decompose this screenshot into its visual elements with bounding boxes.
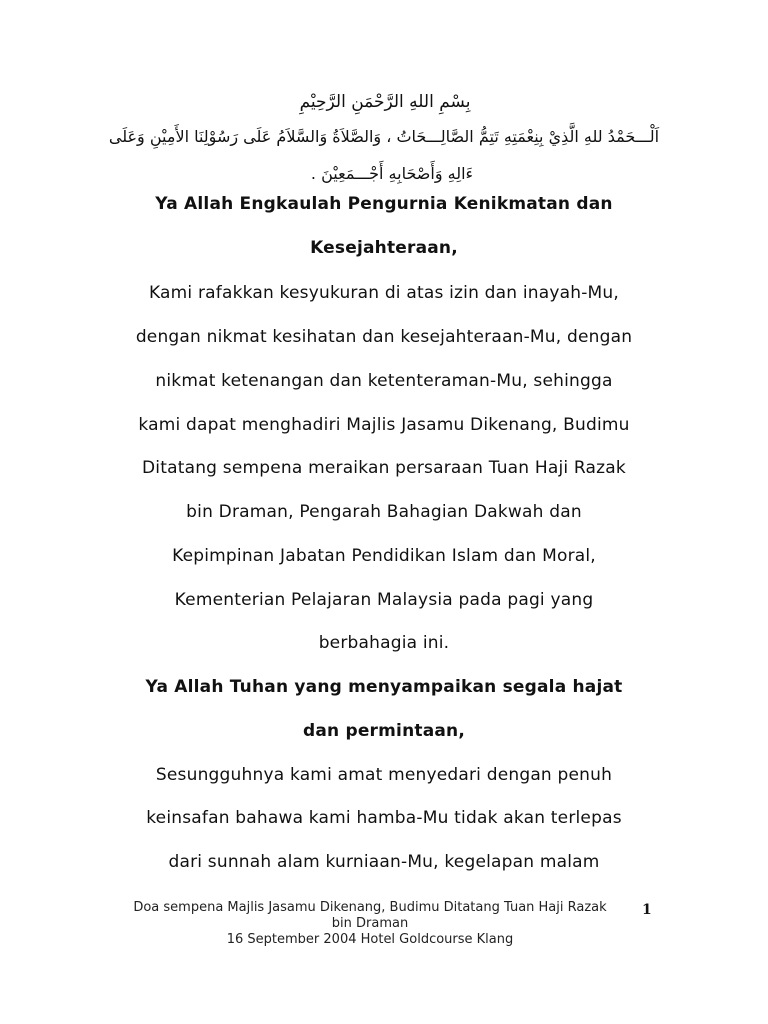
body-line: Kami rafakkan kesyukuran di atas izin dan inayah-Mu,: [149, 283, 619, 303]
body-line: keinsafan bahawa kami hamba-Mu tidak akan terlepas: [146, 808, 622, 828]
body-line: Ya Allah Engkaulah Pengurnia Kenikmatan dan: [155, 194, 613, 214]
arabic-opening-line: اَلْـــحَمْدُ للهِ الَّذِيْ بِنِعْمَتِهِ تَتِمُّ الصَّالِـــحَاتُ ، وَالصَّلاَةُ وَالسَّلاَمُ عَلَى رَسُوْلِنَا الأَمِيْنِ وَعَلَى: [108, 127, 660, 146]
body-line: nikmat ketenangan dan ketenteraman-Mu, sehingga: [155, 371, 613, 391]
body-line: Ya Allah Tuhan yang menyampaikan segala hajat: [145, 677, 623, 697]
body-line: dan permintaan,: [302, 721, 466, 741]
body-line: Kementerian Pelajaran Malaysia pada pagi yang: [174, 590, 594, 610]
footer-title: Doa sempena Majlis Jasamu Dikenang, Budimu Ditatang Tuan Haji Razak: [133, 900, 607, 915]
body-line: kami dapat menghadiri Majlis Jasamu Dikenang, Budimu: [138, 415, 630, 435]
body-line: Kesejahteraan,: [310, 238, 458, 258]
footer-name: bin Draman: [331, 916, 409, 931]
body-line: dari sunnah alam kurniaan-Mu, kegelapan malam: [168, 852, 600, 872]
arabic-closing-line: ءَالِهِ وَأَصْحَابِهِ أَجْـــمَعِيْنَ .: [310, 164, 474, 183]
body-line: Sesungguhnya kami amat menyedari dengan penuh: [155, 765, 613, 785]
page-number: 1: [642, 902, 652, 918]
body-line: dengan nikmat kesihatan dan kesejahteraan-Mu, dengan: [135, 327, 633, 347]
body-line: bin Draman, Pengarah Bahagian Dakwah dan: [186, 502, 582, 522]
arabic-basmala: بِسْمِ اللهِ الرَّحْمَنِ الرَّحِيْمِ: [299, 92, 471, 112]
body-line: berbahagia ini.: [318, 633, 450, 653]
footer-date-venue: 16 September 2004 Hotel Goldcourse Klang: [226, 932, 514, 947]
body-line: Ditatang sempena meraikan persaraan Tuan Haji Razak: [142, 458, 626, 478]
body-line: Kepimpinan Jabatan Pendidikan Islam dan Moral,: [172, 546, 596, 566]
